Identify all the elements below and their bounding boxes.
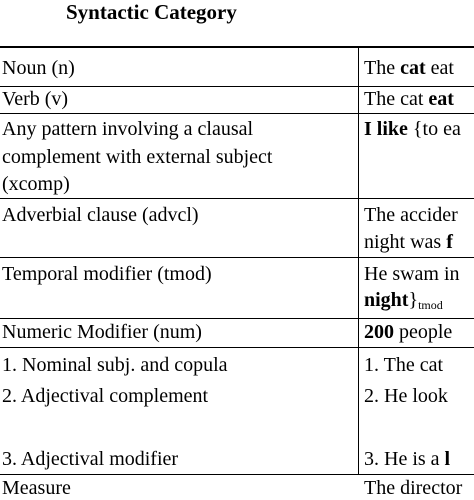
category-noun: Noun (n) bbox=[2, 57, 75, 79]
category-tmod: Temporal modifier (tmod) bbox=[2, 263, 212, 285]
row-separator bbox=[0, 113, 474, 114]
example-advcl-line2: night was f bbox=[364, 231, 453, 253]
example-xcomp: I like {to ea bbox=[364, 118, 461, 140]
example-nominal-subj-copula: 1. The cat bbox=[364, 354, 444, 376]
row-separator bbox=[0, 257, 474, 258]
category-num: Numeric Modifier (num) bbox=[2, 321, 202, 343]
example-measure: The director bbox=[364, 477, 463, 499]
column-divider bbox=[358, 48, 359, 474]
example-tmod-line1: He swam in bbox=[364, 263, 460, 285]
top-rule bbox=[0, 46, 474, 48]
category-adjectival-modifier: 3. Adjectival modifier bbox=[2, 448, 179, 470]
example-tmod-line2: $night\}_{tmod}$ bbox=[364, 289, 443, 312]
category-adjectival-complement: 2. Adjectival complement bbox=[2, 385, 209, 407]
category-verb: Verb (v) bbox=[2, 88, 69, 110]
example-num: 200 people bbox=[364, 321, 453, 343]
row-separator bbox=[0, 474, 474, 475]
example-noun: The cat eat bbox=[364, 57, 454, 79]
category-xcomp-line3: (xcomp) bbox=[2, 173, 70, 195]
category-advcl: Adverbial clause (advcl) bbox=[2, 204, 199, 226]
category-xcomp-line2: complement with external subject bbox=[2, 146, 273, 168]
category-nominal-subj-copula: 1. Nominal subj. and copula bbox=[2, 354, 228, 376]
column-header-syntactic-category: Syntactic Category bbox=[66, 0, 237, 24]
example-advcl-line1: The accider bbox=[364, 204, 458, 226]
row-separator bbox=[0, 198, 474, 199]
example-verb: The cat eat bbox=[364, 88, 454, 110]
example-adjectival-modifier: 3. He is a l bbox=[364, 448, 451, 470]
category-measure: Measure bbox=[2, 477, 71, 499]
category-xcomp-line1: Any pattern involving a clausal bbox=[2, 118, 254, 140]
row-separator bbox=[0, 318, 474, 319]
row-separator bbox=[0, 347, 474, 348]
example-adjectival-complement: 2. He look bbox=[364, 385, 448, 407]
